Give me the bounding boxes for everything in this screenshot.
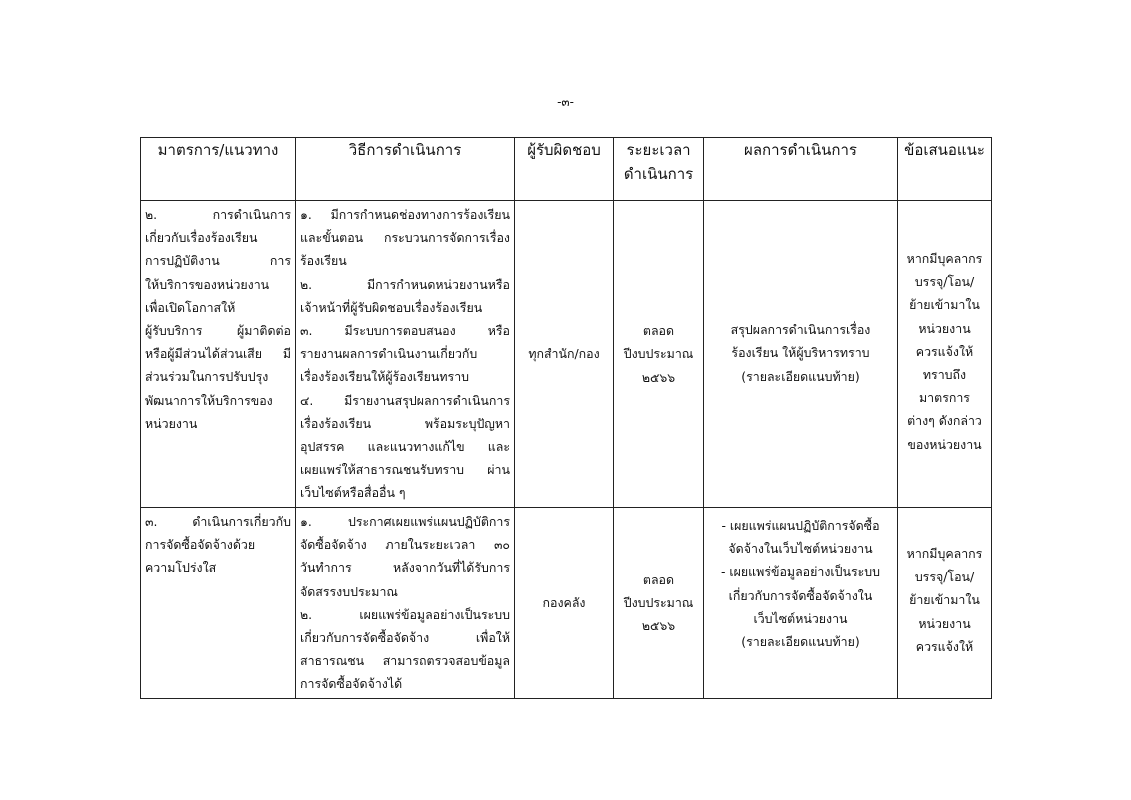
table-row [141, 201, 992, 508]
method-line: สาธารณชน สามารถตรวจสอบข้อมูล [300, 653, 510, 669]
result-line: จัดจ้างในเว็บไซต์หน่วยงาน [728, 541, 873, 557]
result-lines [708, 318, 893, 388]
method-cell [296, 508, 515, 699]
method-line: และขั้นตอน กระบวนการจัดการเรื่อง [300, 230, 510, 246]
measure-line: ให้บริการของหน่วยงาน [145, 276, 270, 292]
method-line: ๔. มีรายงานสรุปผลการดำเนินการ [300, 392, 510, 408]
method-line: เรื่องร้องเรียนให้ผู้ร้องเรียนทราบ [300, 369, 470, 385]
period-lines [618, 319, 699, 389]
method-lines [300, 203, 510, 505]
method-line: รายงานผลการดำเนินงานเกี่ยวกับ [300, 346, 478, 362]
method-line: อุปสรรค และแนวทางแก้ไข และ [300, 439, 510, 455]
table-row [141, 508, 992, 699]
method-line: เผยแพร่ให้สาธารณชนรับทราบ ผ่าน [300, 462, 510, 478]
measure-line: ๒. การดำเนินการ [145, 207, 291, 222]
method-lines [300, 510, 510, 696]
measure-line: ๓. ดำเนินการเกี่ยวกับ [145, 514, 291, 529]
recommendation-line: บรรจุ/โอน/ [914, 569, 975, 585]
recommendation-line: ของหน่วยงาน [907, 436, 982, 452]
result-line: (รายละเอียดแนบท้าย) [741, 368, 860, 384]
method-line: เกี่ยวกับการจัดซื้อจัดจ้าง เพื่อให้ [300, 630, 510, 646]
header-responsible: ผู้รับผิดชอบ [515, 138, 614, 201]
header-recommendation: ข้อเสนอแนะ [898, 138, 992, 201]
header-method: วิธีการดำเนินการ [296, 138, 515, 201]
responsible-cell [515, 508, 614, 699]
measure-lines [145, 203, 291, 435]
result-line: - เผยแพร่ข้อมูลอย่างเป็นระบบ [721, 564, 880, 580]
method-line: ๑. มีการกำหนดช่องทางการร้องเรียน [300, 207, 510, 222]
result-line: เกี่ยวกับการจัดซื้อจัดจ้างใน [728, 587, 873, 603]
measure-line: เพื่อเปิดโอกาสให้ [145, 299, 236, 315]
method-line: จัดซื้อจัดจ้าง ภายในระยะเวลา ๓๐ [300, 537, 510, 553]
measure-line: ส่วนร่วมในการปรับปรุง [145, 369, 269, 385]
header-period-line1: ระยะเวลา [626, 141, 691, 159]
header-period [614, 138, 704, 201]
recommendation-line: ย้ายเข้ามาใน [909, 592, 980, 608]
period-line: ปีงบประมาณ [623, 595, 694, 611]
measure-line: การปฏิบัติงาน การ [145, 253, 291, 269]
period-line: ๒๕๖๖ [641, 618, 676, 634]
recommendation-cell [898, 508, 992, 699]
result-line: (รายละเอียดแนบท้าย) [741, 634, 860, 650]
result-cell [704, 508, 898, 699]
measure-line: เกี่ยวกับเรื่องร้องเรียน [145, 230, 258, 246]
method-line: ๒. เผยแพร่ข้อมูลอย่างเป็นระบบ [300, 606, 510, 622]
period-line: ๒๕๖๖ [641, 369, 676, 385]
header-result: ผลการดำเนินการ [704, 138, 898, 201]
method-line: ๑. ประกาศเผยแพร่แผนปฏิบัติการ [300, 514, 510, 529]
result-line: สรุปผลการดำเนินการเรื่อง [730, 322, 871, 338]
measure-line: พัฒนาการให้บริการของ [145, 392, 273, 408]
method-line: วันทำการ หลังจากวันที่ได้รับการ [300, 560, 510, 576]
method-line: ๒. มีการกำหนดหน่วยงานหรือ [300, 276, 510, 292]
recommendation-line: บรรจุ/โอน/ [914, 274, 975, 290]
method-cell [296, 201, 515, 508]
header-period-line2: ดำเนินการ [623, 165, 694, 183]
result-line: ร้องเรียน ให้ผู้บริหารทราบ [731, 345, 870, 361]
method-line: เรื่องร้องเรียน พร้อมระบุปัญหา [300, 415, 510, 431]
measure-line: ความโปร่งใส [145, 560, 217, 576]
page-number: -๓- [557, 95, 574, 109]
recommendation-line: หากมีบุคลากร [906, 546, 983, 561]
measure-line: การจัดซื้อจัดจ้างด้วย [145, 537, 256, 553]
measure-line: หน่วยงาน [145, 415, 198, 431]
recommendation-line: ทราบถึง [922, 367, 967, 383]
period-cell [614, 201, 704, 508]
plan-table [140, 137, 992, 699]
responsible-text: กองคลัง [542, 595, 586, 611]
period-line: ตลอด [642, 323, 675, 339]
measure-cell [141, 201, 296, 508]
result-line: - เผยแพร่แผนปฏิบัติการจัดซื้อ [721, 518, 880, 533]
method-line: จัดสรรงบประมาณ [300, 583, 398, 599]
measure-lines [145, 510, 291, 580]
recommendation-line: ต่างๆ ดังกล่าว [907, 413, 982, 429]
measure-line: หรือผู้มีส่วนได้ส่วนเสีย มี [145, 346, 291, 362]
method-line: ร้องเรียน [300, 253, 347, 269]
method-line: การจัดซื้อจัดจ้างได้ [300, 676, 403, 692]
measure-cell [141, 508, 296, 699]
result-cell [704, 201, 898, 508]
recommendation-line: ควรแจ้งให้ [915, 638, 974, 654]
recommendation-lines [902, 247, 987, 456]
recommendation-line: ย้ายเข้ามาใน [909, 297, 980, 313]
recommendation-line: มาตรการ [919, 390, 970, 406]
period-cell [614, 508, 704, 699]
period-line: ปีงบประมาณ [623, 346, 694, 362]
recommendation-cell [898, 201, 992, 508]
header-measure: มาตรการ/แนวทาง [141, 138, 296, 201]
recommendation-line: หน่วยงาน [918, 320, 971, 336]
recommendation-lines [902, 542, 987, 658]
method-line: เว็บไซต์หรือสื่ออื่น ๆ [300, 485, 406, 501]
measure-line: ผู้รับบริการ ผู้มาติดต่อ [145, 323, 291, 339]
responsible-cell [515, 201, 614, 508]
method-line: ๓. มีระบบการตอบสนอง หรือ [300, 323, 510, 339]
recommendation-line: หน่วยงาน [918, 615, 971, 631]
period-line: ตลอด [642, 572, 675, 587]
method-line: เจ้าหน้าที่ผู้รับผิดชอบเรื่องร้องเรียน [300, 299, 483, 315]
recommendation-line: ควรแจ้งให้ [915, 343, 974, 359]
recommendation-line: หากมีบุคลากร [906, 251, 983, 266]
table-header-row [141, 138, 992, 201]
responsible-text: ทุกสำนัก/กอง [528, 346, 600, 362]
period-lines [618, 568, 699, 638]
result-line: เว็บไซต์หน่วยงาน [753, 610, 848, 626]
result-lines [708, 514, 893, 653]
